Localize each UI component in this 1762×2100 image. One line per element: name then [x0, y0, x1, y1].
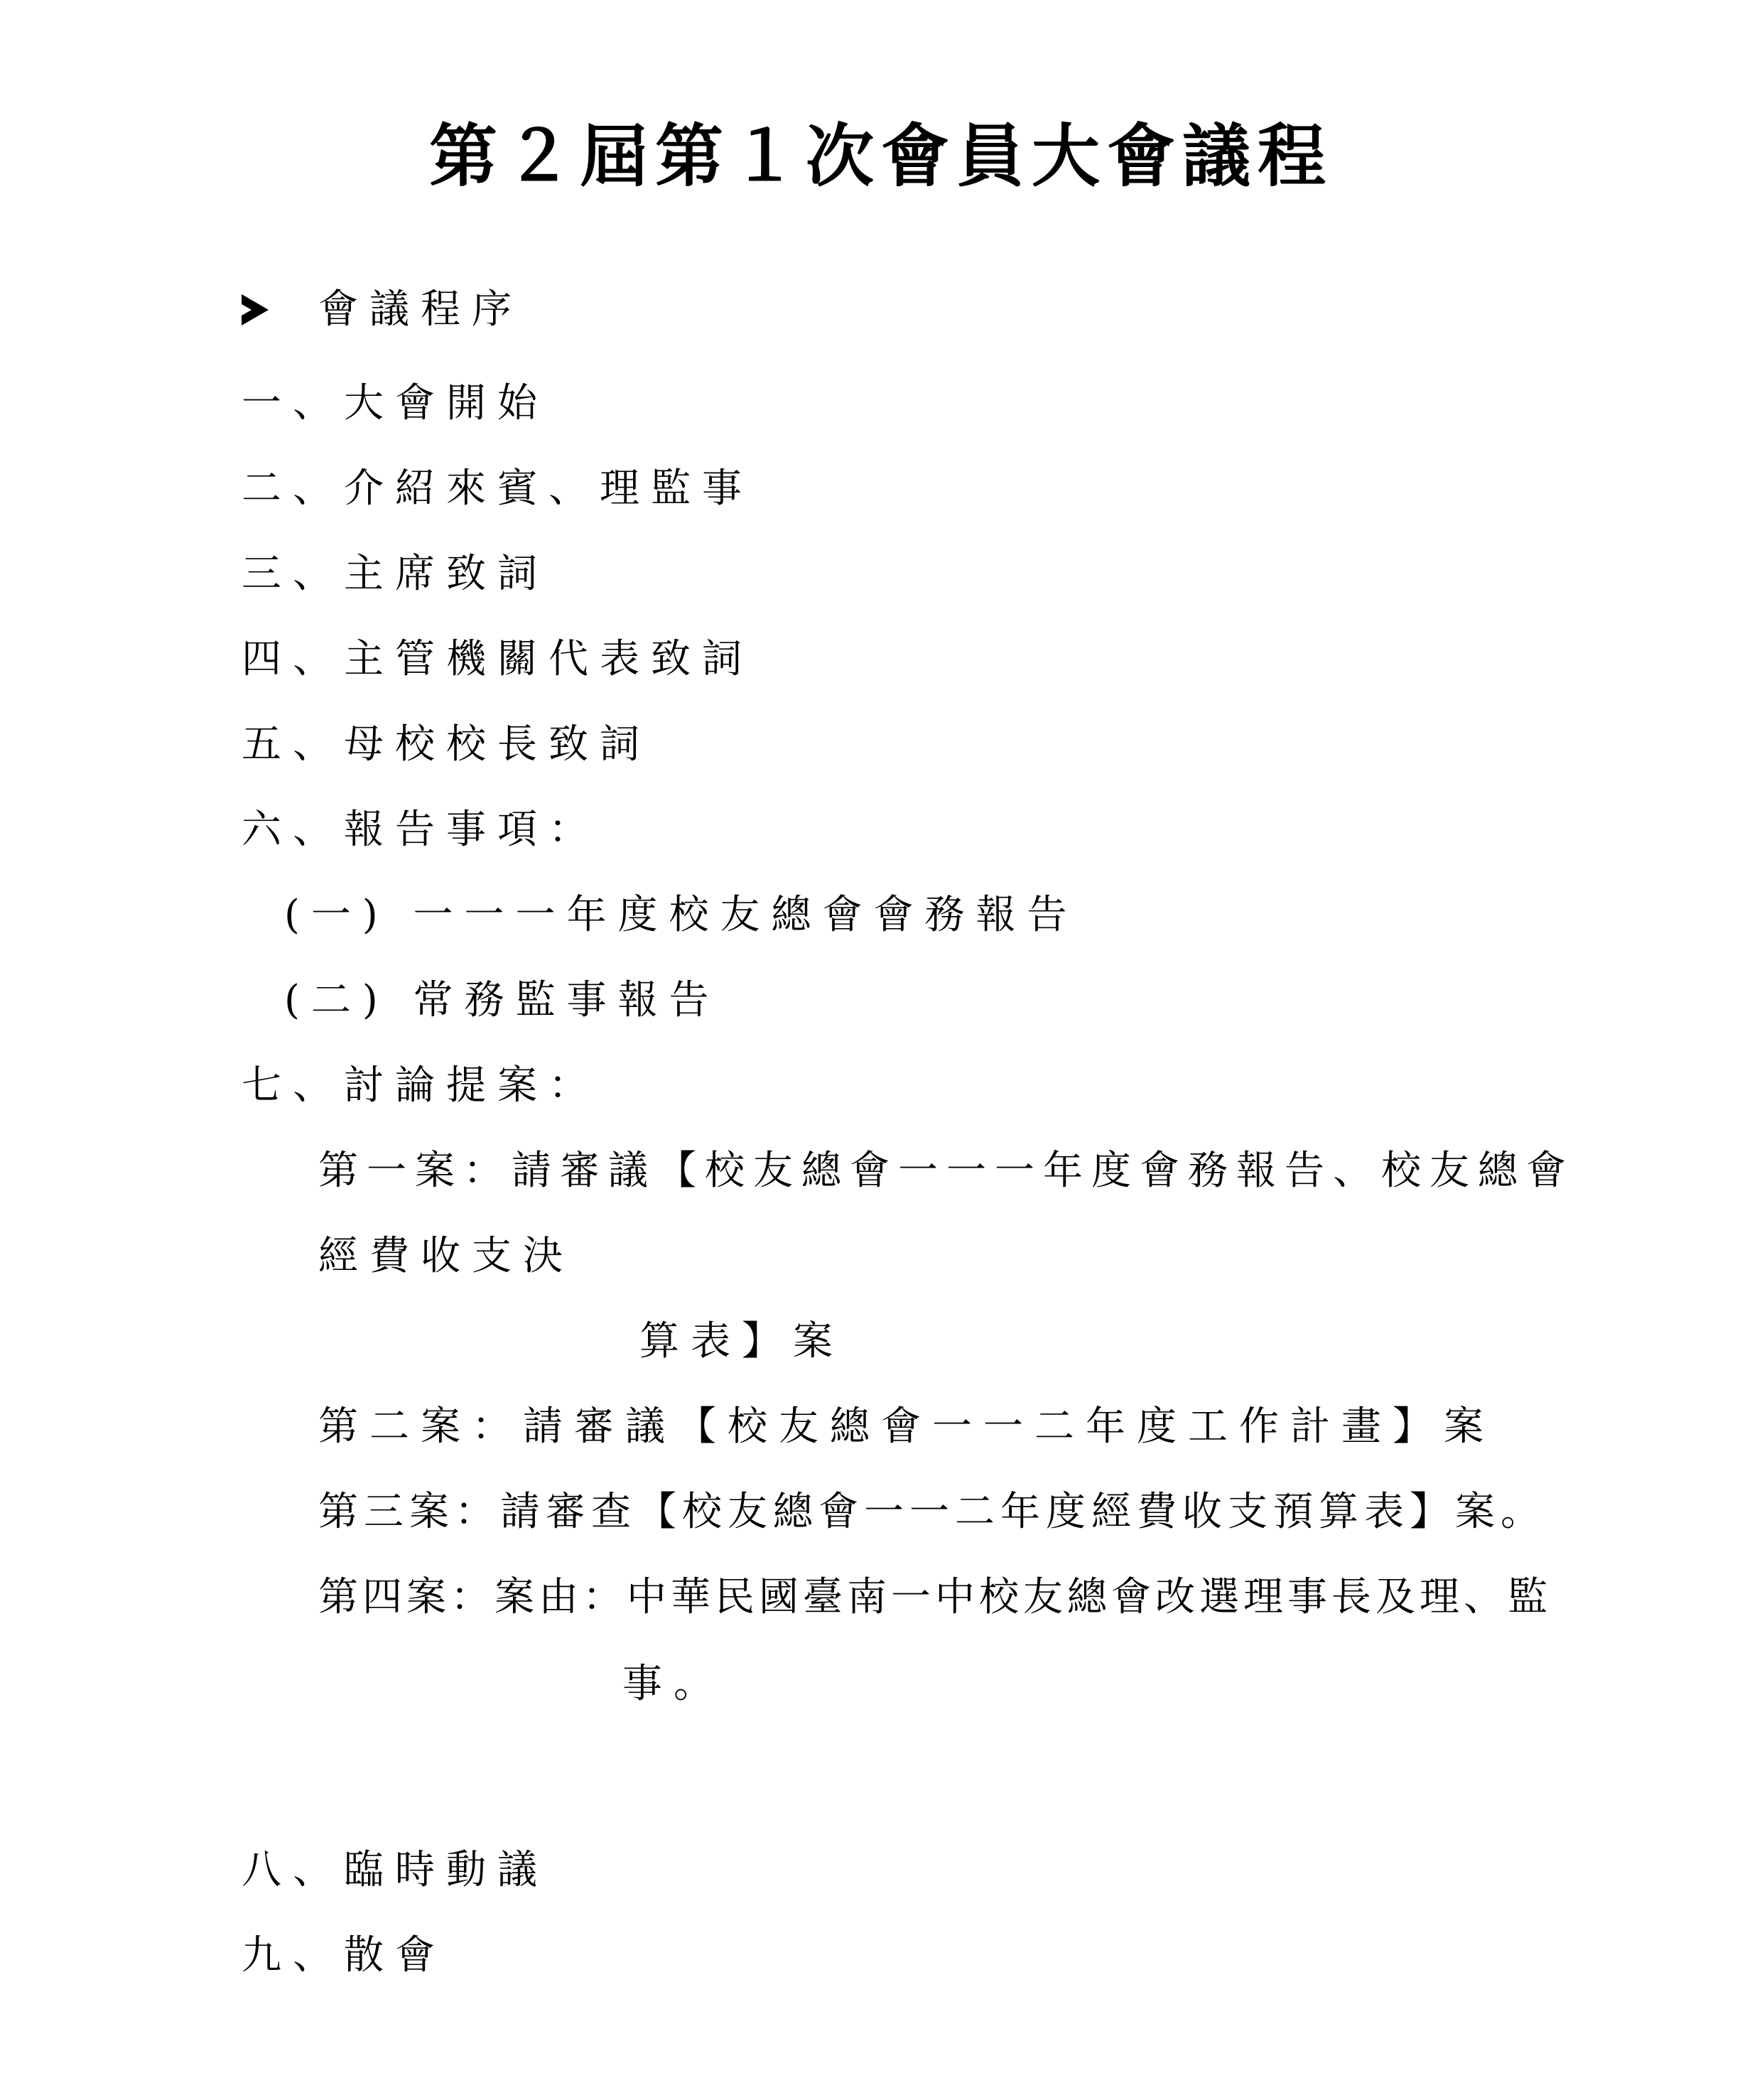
- agenda-subitem-6-1: (一) 一一一年度校友總會會務報告: [284, 892, 1079, 938]
- document-title: 第２屆第１次會員大會議程: [429, 116, 1333, 196]
- section-heading: [242, 284, 523, 335]
- proposal-3: 第三案：請審查【校友總會一一二年度經費收支預算表】案。: [318, 1489, 1546, 1535]
- agenda-item-7: 七、討論提案：: [242, 1062, 600, 1109]
- proposal-4-line-2: 事。: [622, 1661, 725, 1707]
- agenda-item-6: 六、報告事項：: [242, 807, 600, 853]
- agenda-item-4: 四、主管機關代表致詞: [242, 636, 753, 682]
- agenda-item-1: 一、大會開始: [242, 380, 548, 426]
- agenda-subitem-6-2: (二) 常務監事報告: [284, 977, 720, 1023]
- section-heading-text: 會議程序: [318, 286, 523, 333]
- agenda-item-5: 五、母校校長致詞: [242, 721, 651, 768]
- agenda-item-2: 二、介紹來賓、理監事: [242, 465, 753, 512]
- proposal-1-line-2: 經費收支決: [318, 1233, 574, 1279]
- proposal-1-line-1: 第一案：請審議【校友總會一一一年度會務報告、校友總會: [318, 1148, 1574, 1194]
- proposal-1-line-3: 算表】案: [639, 1318, 844, 1364]
- arrow-bullet-icon: [242, 294, 269, 325]
- proposal-2: 第二案：請審議【校友總會一一二年度工作計畫】案: [318, 1404, 1495, 1450]
- agenda-item-3: 三、主席致詞: [242, 551, 548, 597]
- agenda-item-9: 九、散會: [242, 1932, 446, 1978]
- proposal-4-line-1: 第四案：案由：中華民國臺南一中校友總會改選理事長及理、監: [318, 1574, 1552, 1620]
- agenda-item-8: 八、臨時動議: [242, 1847, 548, 1893]
